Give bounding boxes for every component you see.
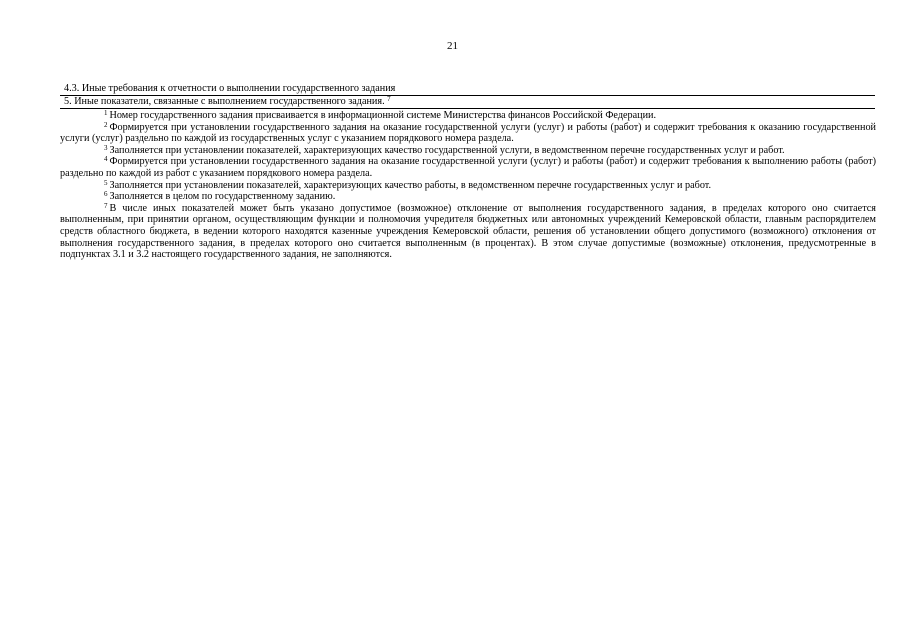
- section-label: 5. Иные показатели, связанные с выполнением государственного задания.: [64, 96, 385, 107]
- page-number: 21: [447, 40, 458, 52]
- footnote-mark: 5: [104, 178, 108, 187]
- footnote-text: Заполняется при установлении показателей, характеризующих качество государственной услуги, в ведомственном перечне государственных услуг и работ.: [109, 144, 785, 156]
- footnote-2: [60, 122, 876, 145]
- footnote-text: В числе иных показателей может быть указано допустимое (возможное) отклонение от выполнения государственного задания, в пределах которого оно считается выполненным, при принятии органом, осуществляющим функции и полномочия учредителя бюджетных или автономных учреждений Кемеровской области, главным распорядителем средств областного бюджета, в ведении которого находятся казенные учреждения Кемеровской области, решения об установлении общего допустимого (возможного) отклонения от выполнения государственного задания, в пределах которого оно считается выполненным (в процентах). В этом случае допустимые (возможные) отклонения, предусмотренные в подпунктах 3.1 и 3.2 настоящего государственного задания, не заполняются.: [60, 202, 876, 261]
- footnote-3: [60, 145, 876, 157]
- footnote-text: Номер государственного задания присваивается в информационной системе Министерства финансов Российской Федерации.: [109, 110, 657, 121]
- section-rows: [60, 83, 875, 109]
- footnote-mark: 7: [104, 201, 108, 210]
- footnote-reference: 7: [387, 96, 391, 103]
- footnote-text: Формируется при установлении государственного задания на оказание государственной услуги (услуг) и работы (работ) и содержит требования к оказанию государственной услуги (услуг) раздельно по каждой из государственных услуг с указанием порядкового номера раздела.: [60, 121, 876, 145]
- footnote-mark: 3: [104, 143, 108, 152]
- footnote-text: Заполняется в целом по государственному заданию.: [109, 191, 336, 203]
- footnote-mark: 6: [104, 190, 108, 199]
- footnote-mark: 2: [104, 120, 108, 129]
- section-row-4-3: [60, 83, 875, 96]
- footnote-mark: 4: [104, 155, 108, 164]
- footnote-mark: 1: [104, 109, 108, 117]
- footnote-5: [60, 180, 876, 192]
- section-row-5: [60, 96, 875, 109]
- footnotes: [60, 110, 876, 261]
- footnote-1: [60, 110, 876, 122]
- footnote-text: Формируется при установлении государственного задания на оказание государственной услуги (услуг) и работы (работ) и содержит требования к выполнению работы (работ) раздельно по каждой из работ с указанием порядкового номера раздела.: [60, 156, 876, 179]
- section-label: 4.3. Иные требования к отчетности о выполнении государственного задания: [64, 83, 396, 94]
- footnote-6: [60, 191, 876, 203]
- footnote-7: [60, 203, 876, 261]
- footnote-4: [60, 156, 876, 179]
- footnote-text: Заполняется при установлении показателей, характеризующих качество работы, в ведомственном перечне государственных услуг и работ.: [109, 179, 712, 191]
